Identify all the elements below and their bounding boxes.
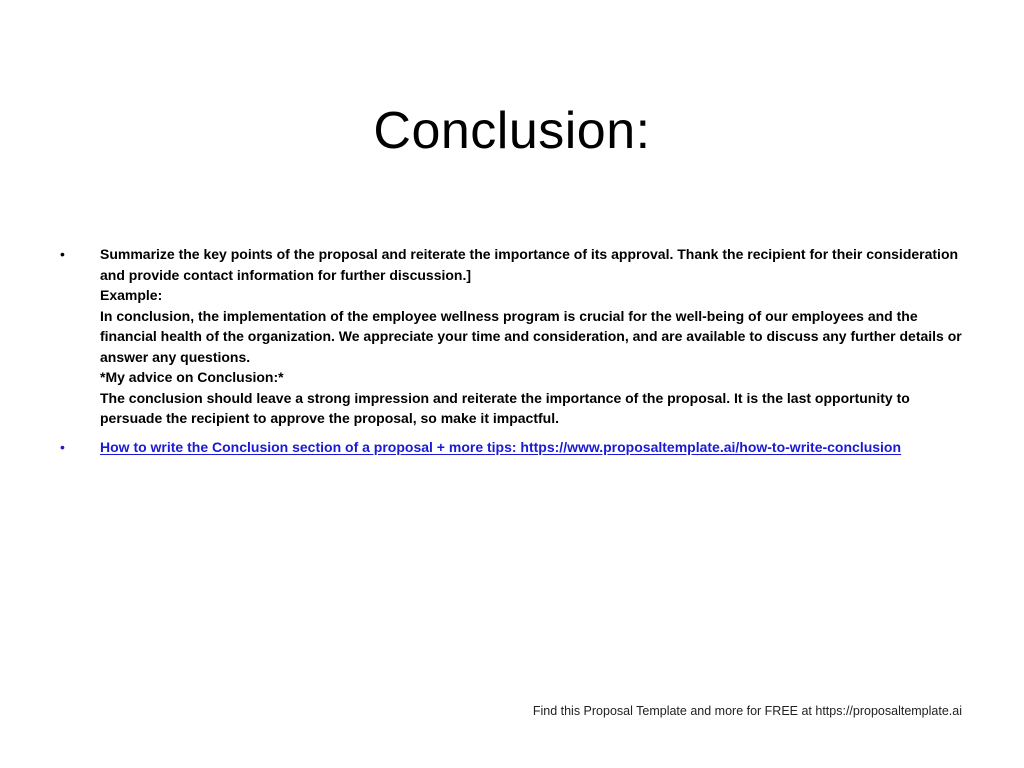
- footer-note: Find this Proposal Template and more for FREE at https://proposaltemplate.ai: [532, 704, 962, 718]
- example-label: Example:: [100, 287, 163, 303]
- advice-label: *My advice on Conclusion:*: [100, 369, 284, 385]
- bullet-marker: •: [60, 438, 65, 455]
- advice-text: The conclusion should leave a strong impression and reiterate the importance of the proposal. It is the last opportunity to persuade the recipient to approve the proposal, so make it impactful.: [100, 389, 910, 426]
- bullet-body: [100, 244, 968, 429]
- summary-instruction-text: Summarize the key points of the proposal and reiterate the importance of its approval. Thank the recipient for their consideration and provide contact information for further discussion.]: [100, 246, 959, 283]
- bullet-item-link: [60, 437, 968, 458]
- tips-link[interactable]: How to write the Conclusion section of a proposal + more tips: https://www.proposaltemplate.ai/how-to-write-conclusion: [100, 438, 902, 455]
- bullet-item-guidance: [60, 244, 968, 429]
- bullet-list: [60, 244, 968, 465]
- example-text: In conclusion, the implementation of the employee wellness program is crucial for the well-being of our employees and the financial health of the organization. We appreciate your time and consideration, and are available to discuss any further details or answer any questions.: [100, 307, 962, 365]
- bullet-marker: •: [60, 246, 65, 262]
- slide-title: Conclusion:: [373, 101, 651, 160]
